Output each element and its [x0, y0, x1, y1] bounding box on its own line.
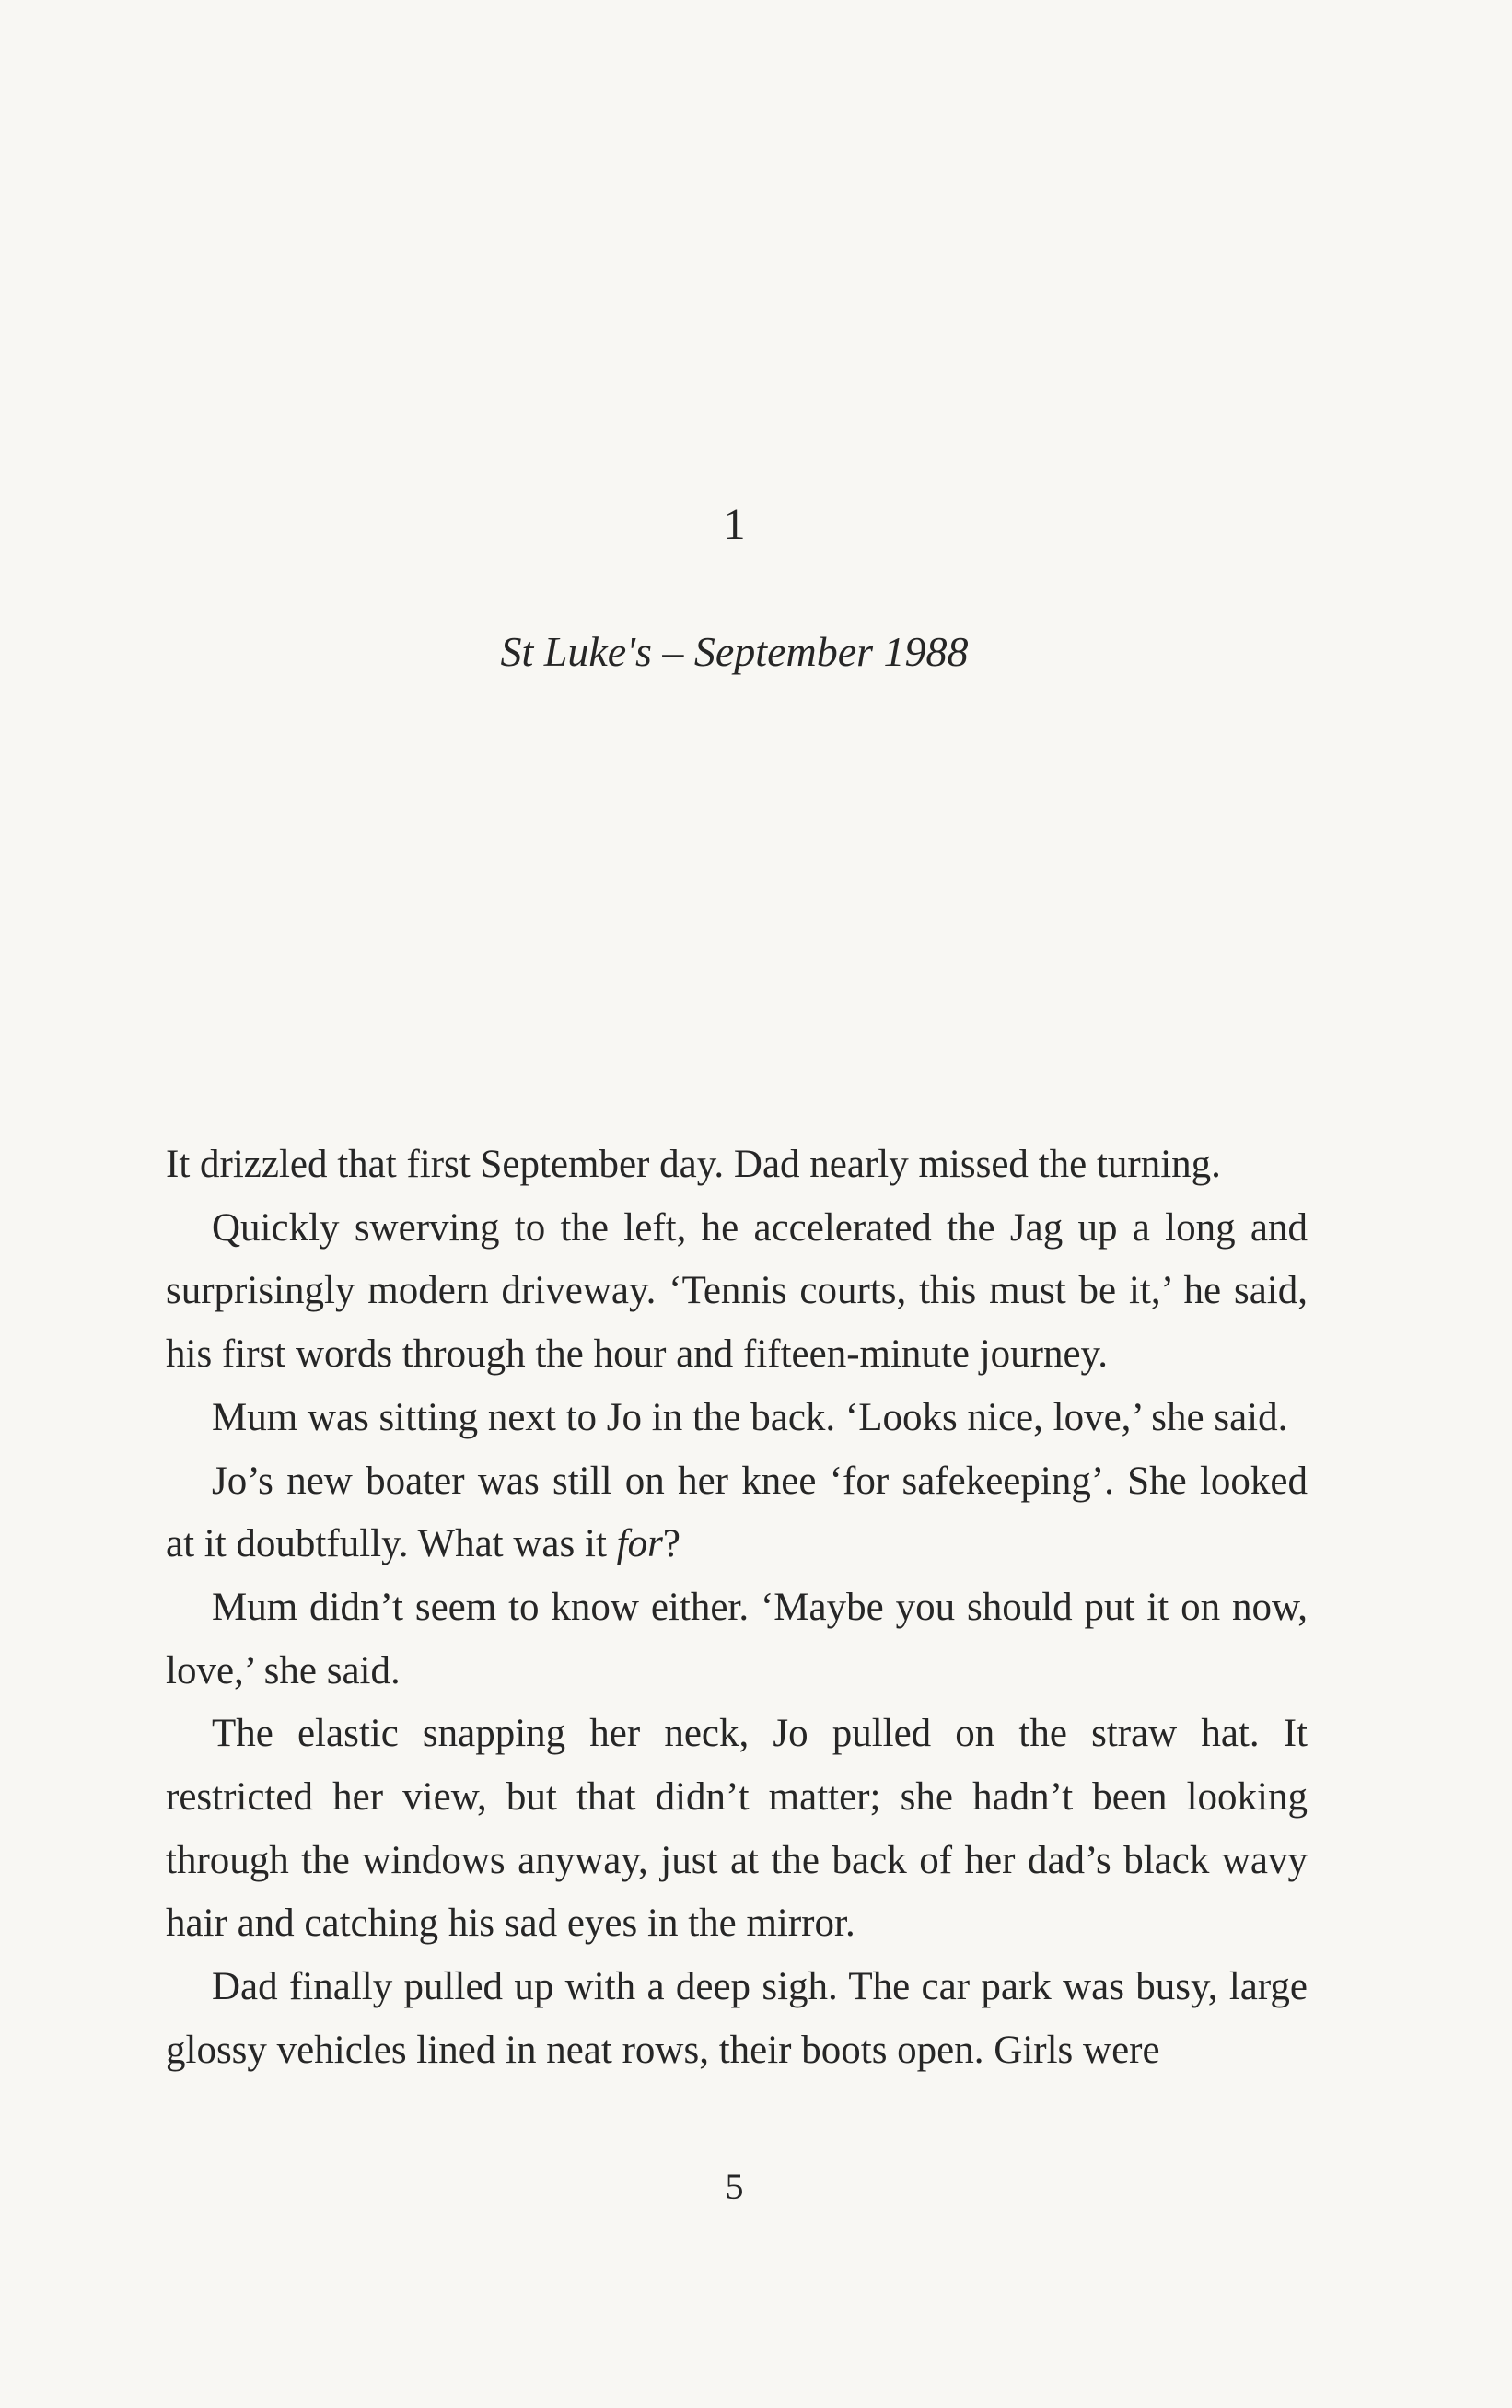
page-number: 5 [725, 2166, 744, 2207]
paragraph-2: Quickly swerving to the left, he accelerated the Jag up a long and surprisingly modern driveway. ‘Tennis courts, this must be it,’ he said, his first words through the hour and fifteen-minute journey. [166, 1205, 1308, 1377]
paragraph-1: It drizzled that first September day. Dad nearly missed the turning. [166, 1143, 1221, 1186]
paragraph-3: Mum was sitting next to Jo in the back. ‘Looks nice, love,’ she said. [212, 1395, 1288, 1439]
chapter-title: St Luke's – September 1988 [500, 628, 969, 675]
paragraph-4-emphasis: for [616, 1522, 663, 1566]
paragraph-5: Mum didn’t seem to know either. ‘Maybe you should put it on now, love,’ she said. [166, 1585, 1308, 1693]
paragraph-7: Dad finally pulled up with a deep sigh. The car park was busy, large glossy vehicles lined in neat rows, their boots open. Girls were [166, 1965, 1308, 2072]
paragraph-4 [166, 1450, 1308, 1576]
body-text [166, 1134, 1308, 2083]
paragraph-4-text: Jo’s new boater was still on her knee ‘for safekeeping’. She looked at it doubtfully. What was it [166, 1459, 1308, 1566]
chapter-number: 1 [723, 500, 746, 549]
paragraph-6: The elastic snapping her neck, Jo pulled on the straw hat. It restricted her view, but that didn’t matter; she hadn’t been looking through the windows anyway, just at the back of her dad’s black wavy hair and catching his sad eyes in the mirror. [166, 1712, 1308, 1946]
paragraph-4-end: ? [662, 1522, 680, 1566]
